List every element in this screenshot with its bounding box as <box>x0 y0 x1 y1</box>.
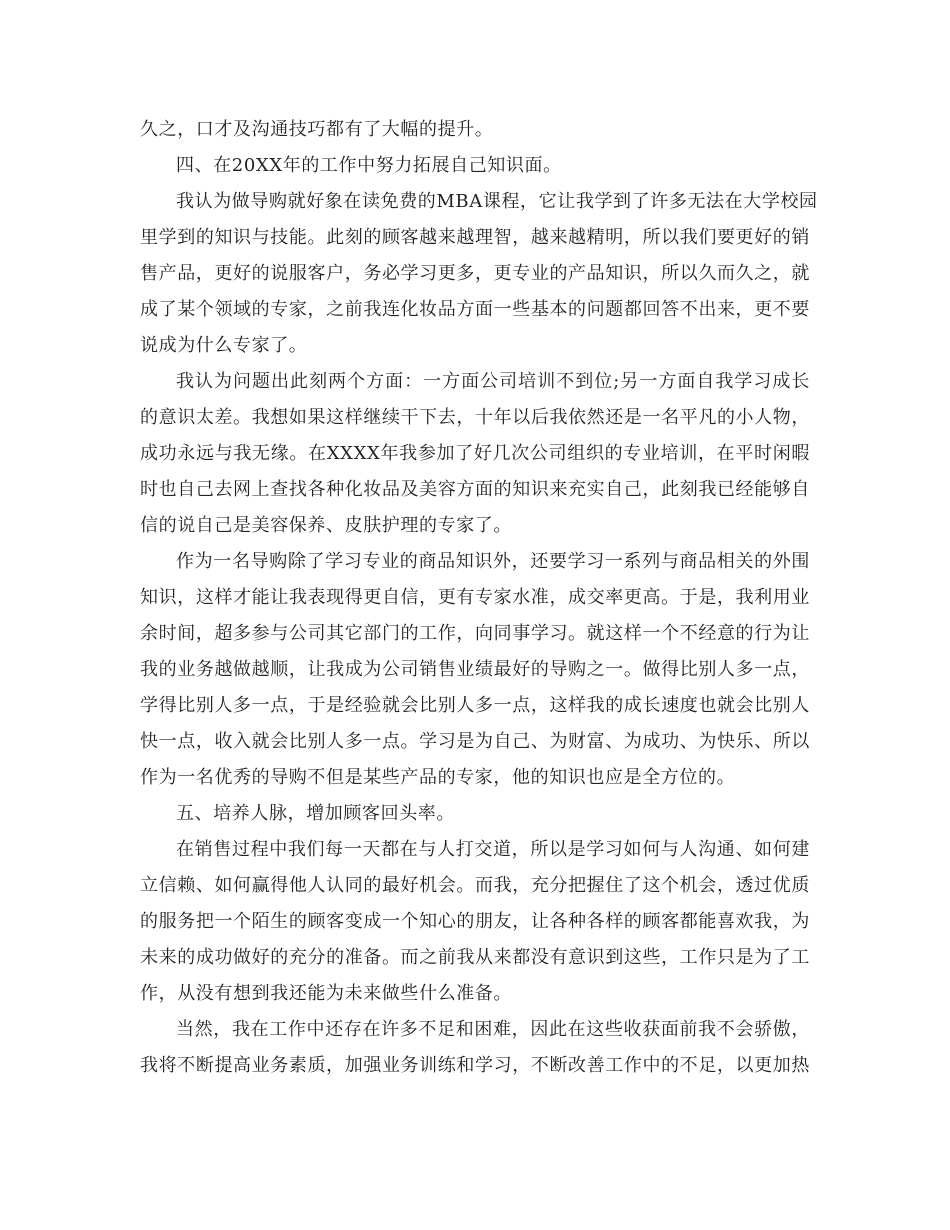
text-line: 五、培养人脉，增加顾客回头率。 <box>176 803 455 824</box>
text-line: 作，从没有想到我还能为未来做些什么准备。 <box>140 983 512 1004</box>
document-body <box>140 112 818 1084</box>
text-line: 在销售过程中我们每一天都在与人打交道，所以是学习如何与人沟通、如何建 <box>176 839 810 860</box>
text-line: 作为一名导购除了学习专业的商品知识外，还要学习一系列与商品相关的外围 <box>176 551 810 572</box>
text-line: 我的业务越做越顺，让我成为公司销售业绩最好的导购之一。做得比别人多一点， <box>140 659 810 680</box>
text-line: 知识，这样才能让我表现得更自信，更有专家水准，成交率更高。于是，我利用业 <box>140 587 810 608</box>
text-line: 余时间，超多参与公司其它部门的工作，向同事学习。就这样一个不经意的行为让 <box>140 623 810 644</box>
text-line: 里学到的知识与技能。此刻的顾客越来越理智，越来越精明，所以我们要更好的销 <box>140 227 810 248</box>
text-line: 成功永远与我无缘。在XXXX年我参加了好几次公司组织的专业培训，在平时闲暇 <box>140 443 810 464</box>
text-line: 说成为什么专家了。 <box>140 335 308 356</box>
text-line: 我认为问题出此刻两个方面：一方面公司培训不到位;另一方面自我学习成长 <box>176 371 810 392</box>
text-line: 成了某个领域的专家，之前我连化妆品方面一些基本的问题都回答不出来，更不要 <box>140 299 810 320</box>
text-line: 立信赖、如何赢得他人认同的最好机会。而我，充分把握住了这个机会，透过优质 <box>140 875 810 896</box>
text-line: 作为一名优秀的导购不但是某些产品的专家，他的知识也应是全方位的。 <box>140 767 736 788</box>
text-line: 当然，我在工作中还存在许多不足和困难，因此在这些收获面前我不会骄傲， <box>176 1019 810 1040</box>
text-line: 时也自己去网上查找各种化妆品及美容方面的知识来充实自己，此刻我已经能够自 <box>140 479 810 500</box>
text-line: 久之，口才及沟通技巧都有了大幅的提升。 <box>140 119 494 140</box>
text-line: 学得比别人多一点，于是经验就会比别人多一点，这样我的成长速度也就会比别人 <box>140 695 810 716</box>
text-line: 四、在20XX年的工作中努力拓展自己知识面。 <box>176 155 562 176</box>
text-line: 我认为做导购就好象在读免费的MBA课程，它让我学到了许多无法在大学校园 <box>176 191 818 212</box>
text-line: 售产品，更好的说服客户，务必学习更多，更专业的产品知识，所以久而久之，就 <box>140 263 810 284</box>
text-line: 信的说自己是美容保养、皮肤护理的专家了。 <box>140 515 512 536</box>
text-line: 的服务把一个陌生的顾客变成一个知心的朋友，让各种各样的顾客都能喜欢我，为 <box>140 911 810 932</box>
text-line: 我将不断提高业务素质，加强业务训练和学习，不断改善工作中的不足，以更加热 <box>140 1055 810 1076</box>
text-line: 的意识太差。我想如果这样继续干下去，十年以后我依然还是一名平凡的小人物， <box>140 407 810 428</box>
text-line: 未来的成功做好的充分的准备。而之前我从来都没有意识到这些，工作只是为了工 <box>140 947 810 968</box>
text-line: 快一点，收入就会比别人多一点。学习是为自己、为财富、为成功、为快乐、所以 <box>140 731 810 752</box>
